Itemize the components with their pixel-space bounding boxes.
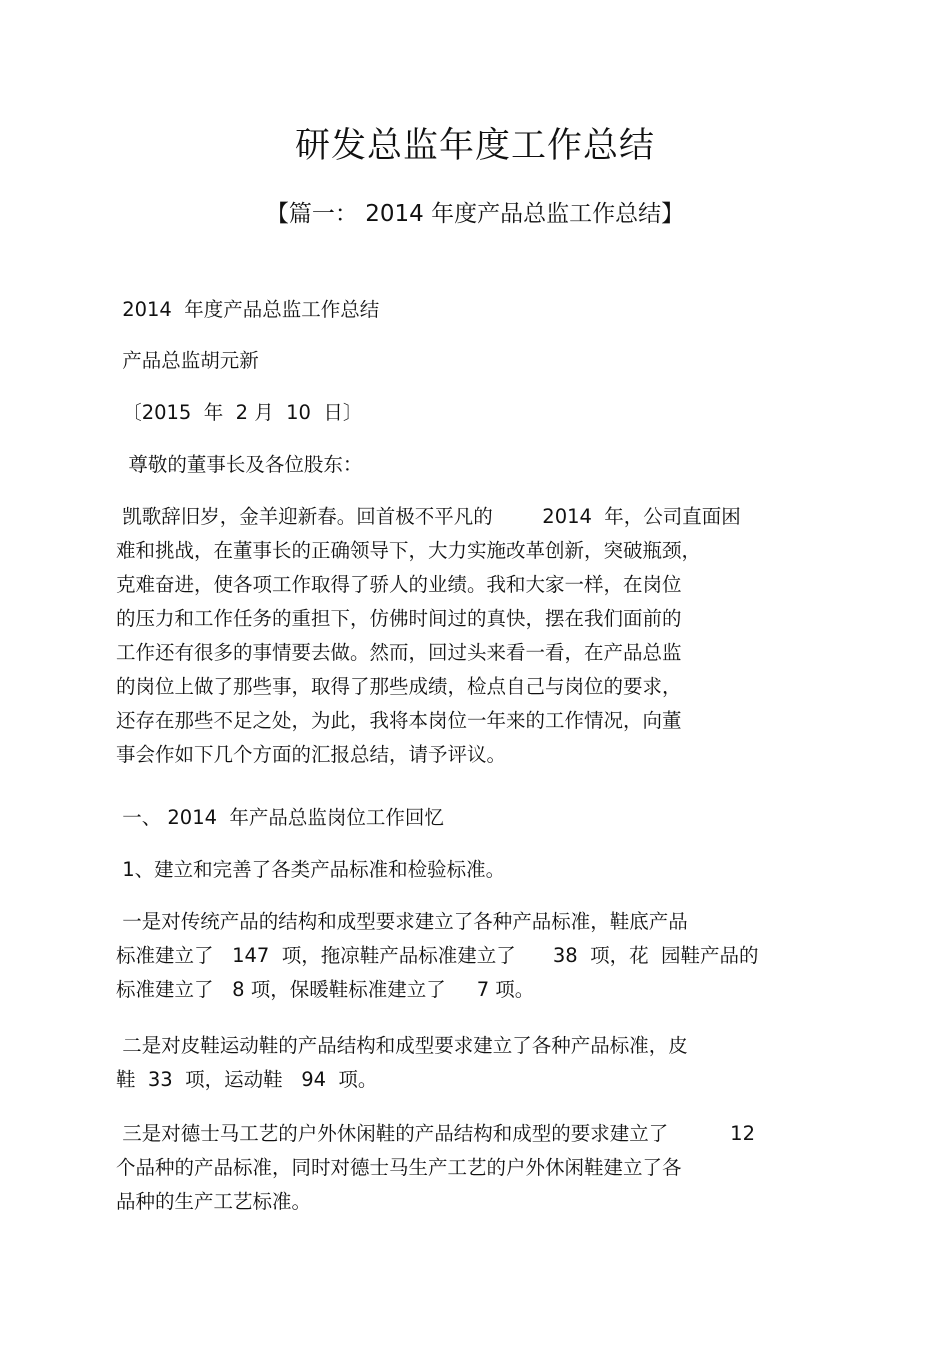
body-line: 的压力和工作任务的重担下，仿佛时间过的真快，摆在我们面前的	[116, 607, 682, 630]
date-line: 〔2015 年 2 月 10 日〕	[116, 401, 363, 424]
body-line: 标准建立了 8 项，保暖鞋标准建立了 7 项。	[116, 978, 535, 1001]
subsection-heading: 1、建立和完善了各类产品标准和检验标准。	[116, 858, 506, 881]
body-line: 品种的生产工艺标准。	[116, 1190, 312, 1213]
body-line: 还存在那些不足之处，为此，我将本岗位一年来的工作情况，向董	[116, 709, 682, 732]
body-line: 难和挑战，在董事长的正确领导下，大力实施改革创新，突破瓶颈，	[116, 539, 702, 562]
body-line: 工作还有很多的事情要去做。然而，回过头来看一看，在产品总监	[116, 641, 682, 664]
salutation-line: 尊敬的董事长及各位股东：	[116, 453, 363, 476]
body-line: 的岗位上做了那些事，取得了那些成绩，检点自己与岗位的要求，	[116, 675, 682, 698]
body-line: 个品种的产品标准，同时对德士马生产工艺的户外休闲鞋建立了各	[116, 1156, 682, 1179]
body-line: 凯歌辞旧岁，金羊迎新春。回首极不平凡的 2014 年，公司直面困	[116, 505, 741, 528]
heading-line: 2014 年度产品总监工作总结	[116, 298, 380, 321]
section-heading: 一、 2014 年产品总监岗位工作回忆	[116, 806, 444, 829]
body-line: 鞋 33 项，运动鞋 94 项。	[116, 1068, 378, 1091]
body-line: 克难奋进，使各项工作取得了骄人的业绩。我和大家一样，在岗位	[116, 573, 682, 596]
document-title: 研发总监年度工作总结	[294, 126, 655, 166]
document-subtitle: 【篇一： 2014 年度产品总监工作总结】	[265, 201, 685, 227]
body-line: 标准建立了 147 项，拖凉鞋产品标准建立了 38 项，花 园鞋产品的	[116, 944, 759, 967]
body-line: 二是对皮鞋运动鞋的产品结构和成型要求建立了各种产品标准，皮	[116, 1034, 688, 1057]
body-line: 一是对传统产品的结构和成型要求建立了各种产品标准，鞋底产品	[116, 910, 688, 933]
body-line: 三是对德士马工艺的户外休闲鞋的产品结构和成型的要求建立了 12	[116, 1122, 755, 1145]
body-line: 事会作如下几个方面的汇报总结，请予评议。	[116, 743, 507, 766]
author-line: 产品总监胡元新	[116, 349, 259, 372]
